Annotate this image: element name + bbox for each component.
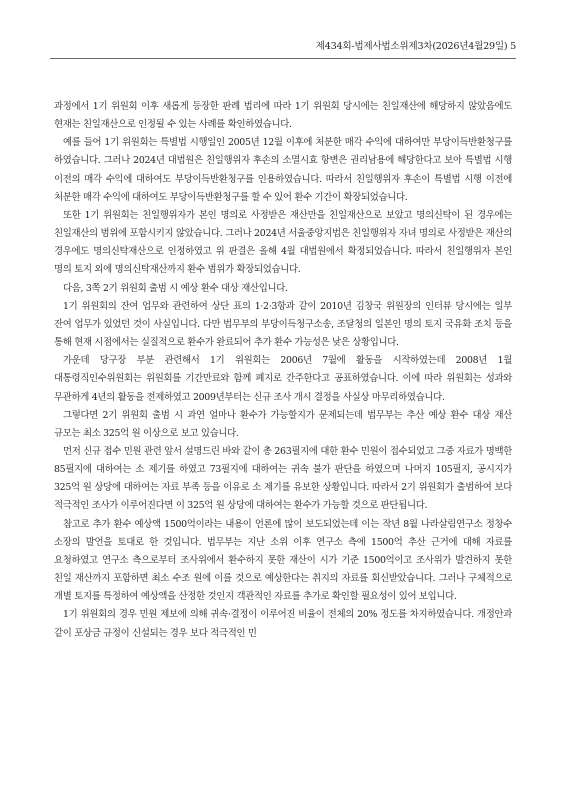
paragraph: 예를 들어 1기 위원회는 특별법 시행일인 2005년 12월 이후에 처분한 매각 수익에 대하여만 부당이득반환청구를 하였습니다. 그러나 2024년 대법원은 친일행위자 후손의 소멸시효 항변은 권리남용에 해당한다고 보아 특별법 시행 이전의 매각 수익에 대하여도 부당이득반환청구를 인용하였습니다. 따라서 친일행위자 후손이 특별법 시행 이전에 처분한 매각 수익에 대하여도 부당이득반환청구를 할 수 있어 환수 기간이 확장되었습니다. bbox=[54, 137, 512, 203]
paragraph: 1기 위원회의 잔여 업무와 관련하여 상단 표의 1·2·3항과 같이 2010년 김창국 위원장의 인터뷰 당시에는 일부 잔여 업무가 있었던 것이 사실입니다. 다만 법무부의 부당이득청구소송, 조달청의 일본인 명의 토지 국유화 조치 등을 통해 현재 시점에서는 실질적으로 환수가 완료되어 추가 환수 가능성은 낮은 상황입니다. bbox=[54, 300, 512, 349]
paragraph: 참고로 추가 환수 예상액 1500억이라는 내용이 언론에 많이 보도되었는데 이는 작년 8월 나라살림연구소 정창수 소장의 발언을 토대로 한 것입니다. 법무부는 지난 소위 이후 연구소 측에 1500억 추산 근거에 대해 자료를 요청하였고 연구소 측으로부터 조사위에서 환수하지 못한 재산이 시가 기준 1500억이고 조사위가 발견하지 못한 친일 재산까지 포함하면 최소 수조 원에 이를 것으로 예상한다는 취지의 자료를 회신받았습니다. 그러나 구체적으로 개별 토지를 특정하여 예상액을 산정한 것인지 객관적인 자료를 추가로 확인할 필요성이 있어 보입니다. bbox=[54, 518, 512, 603]
page-header: 제434회-법제사법소위제3차(2026년4월29일) 5 bbox=[315, 41, 516, 52]
paragraph: 다음, 3쪽 2기 위원회 출범 시 예상 환수 대상 재산입니다. bbox=[63, 282, 288, 294]
document-body bbox=[54, 98, 512, 643]
paragraph: 1기 위원회의 경우 민원 제보에 의해 귀속·결정이 이루어진 비율이 전체의 20% 정도를 차지하였습니다. 개정안과 같이 포상금 규정이 신설되는 경우 보다 적극적인 민 bbox=[54, 609, 512, 639]
paragraph: 가운데 당구장 부분 관련해서 1기 위원회는 2006년 7월에 활동을 시작하였는데 2008년 1월 대통령직인수위원회는 위원회를 기간만료와 함께 폐지로 간주한다고 공표하였습니다. 이에 따라 위원회는 성과와 무관하게 4년의 활동을 전제하였고 2009년부터는 신규 조사 개시 결정을 사실상 마무리하였습니다. bbox=[54, 355, 512, 403]
paragraph: 먼저 신규 접수 민원 관련 앞서 설명드린 바와 같이 총 263필지에 대한 환수 민원이 접수되었고 그중 자료가 명백한 85필지에 대하여는 소 제기를 하였고 73필지에 대하여는 귀속 불가 판단을 하였으며 나머지 105필지, 공시지가 325억 원 상당에 대하여는 자료 부족 등을 이유로 소 제기를 유보한 상황입니다. 따라서 2기 위원회가 출범하여 보다 적극적인 조사가 이루어진다면 이 325억 원 상당에 대하여는 환수가 가능할 것으로 판단됩니다. bbox=[54, 445, 512, 512]
paragraph: 또한 1기 위원회는 친일행위자가 본인 명의로 사정받은 재산만을 친일재산으로 보았고 명의신탁이 된 경우에는 친일재산의 범위에 포함시키지 않았습니다. 그러나 2024년 서울중앙지법은 친일행위자 자녀 명의로 사정받은 재산의 경우에도 명의신탁재산으로 인정하였고 위 판결은 올해 4월 대법원에서 확정되었습니다. 따라서 친일행위자 본인 명의 토지 외에 명의신탁재산까지 환수 범위가 확장되었습니다. bbox=[54, 209, 512, 276]
paragraph: 과정에서 1기 위원회 이후 새롭게 등장한 판례 법리에 따라 1기 위원회 당시에는 친일재산에 해당하지 않았음에도 현재는 친일재산으로 인정될 수 있는 사례를 확인하였습니다. bbox=[54, 101, 512, 131]
paragraph: 그렇다면 2기 위원회 출범 시 과연 얼마나 환수가 가능할지가 문제되는데 법무부는 추산 예상 환수 대상 재산 규모는 최소 325억 원 이상으로 보고 있습니다. bbox=[54, 409, 512, 439]
header-divider bbox=[50, 58, 516, 59]
